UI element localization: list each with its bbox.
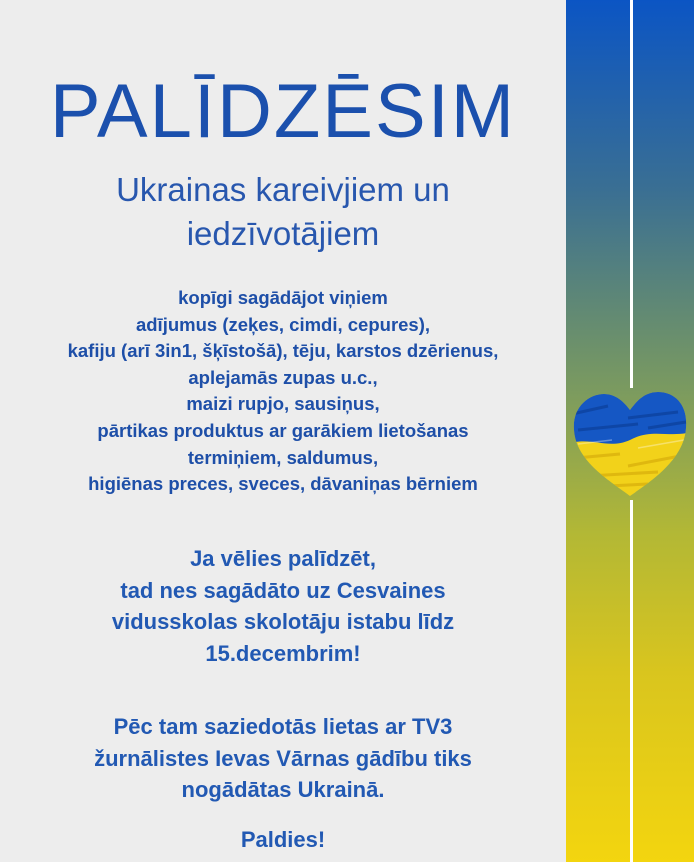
list-item: adījumus (zeķes, cimdi, cepures), — [135, 313, 431, 335]
list-item: higiēnas preces, sveces, dāvaniņas bērniem — [88, 473, 478, 495]
list-item: kopīgi sagādājot viņiem — [178, 287, 388, 308]
instruction-line: vidusskolas skolotāju istabu līdz — [111, 609, 455, 634]
instruction-line: 15.decembrim! — [205, 640, 361, 666]
delivery-line: nogādātas Ukrainā. — [181, 777, 385, 802]
poster-title: PALĪDZĒSIM — [49, 69, 517, 154]
list-item: pārtikas produktus ar garākiem lietošanas — [97, 419, 469, 441]
list-item: termiņiem, saldumus, — [187, 446, 379, 468]
poster-subtitle — [0, 168, 566, 256]
divider-line-upper — [630, 0, 633, 388]
donation-items-list — [0, 285, 566, 498]
instruction-line: Ja vēlies palīdzēt, — [190, 546, 376, 571]
list-item: kafiju (arī 3in1, šķīstošā), tēju, karstos dzērienus, — [67, 340, 499, 362]
delivery-line: žurnālistes Ievas Vārnas gādību tiks — [94, 745, 472, 771]
delivery-note — [0, 711, 566, 806]
thanks-text: Paldies! — [240, 827, 326, 852]
heart-icon — [568, 384, 692, 508]
divider-line-lower — [630, 500, 633, 862]
list-item: maizi rupjo, sausiņus, — [186, 393, 380, 415]
drop-off-instructions — [0, 543, 566, 669]
subtitle-line: Ukrainas kareivjiem un — [116, 171, 450, 208]
subtitle-line: iedzīvotājiem — [186, 215, 380, 252]
instruction-line: tad nes sagādāto uz Cesvaines — [120, 577, 446, 603]
list-item: aplejamās zupas u.c., — [188, 366, 378, 388]
delivery-line: Pēc tam saziedotās lietas ar TV3 — [113, 714, 453, 739]
